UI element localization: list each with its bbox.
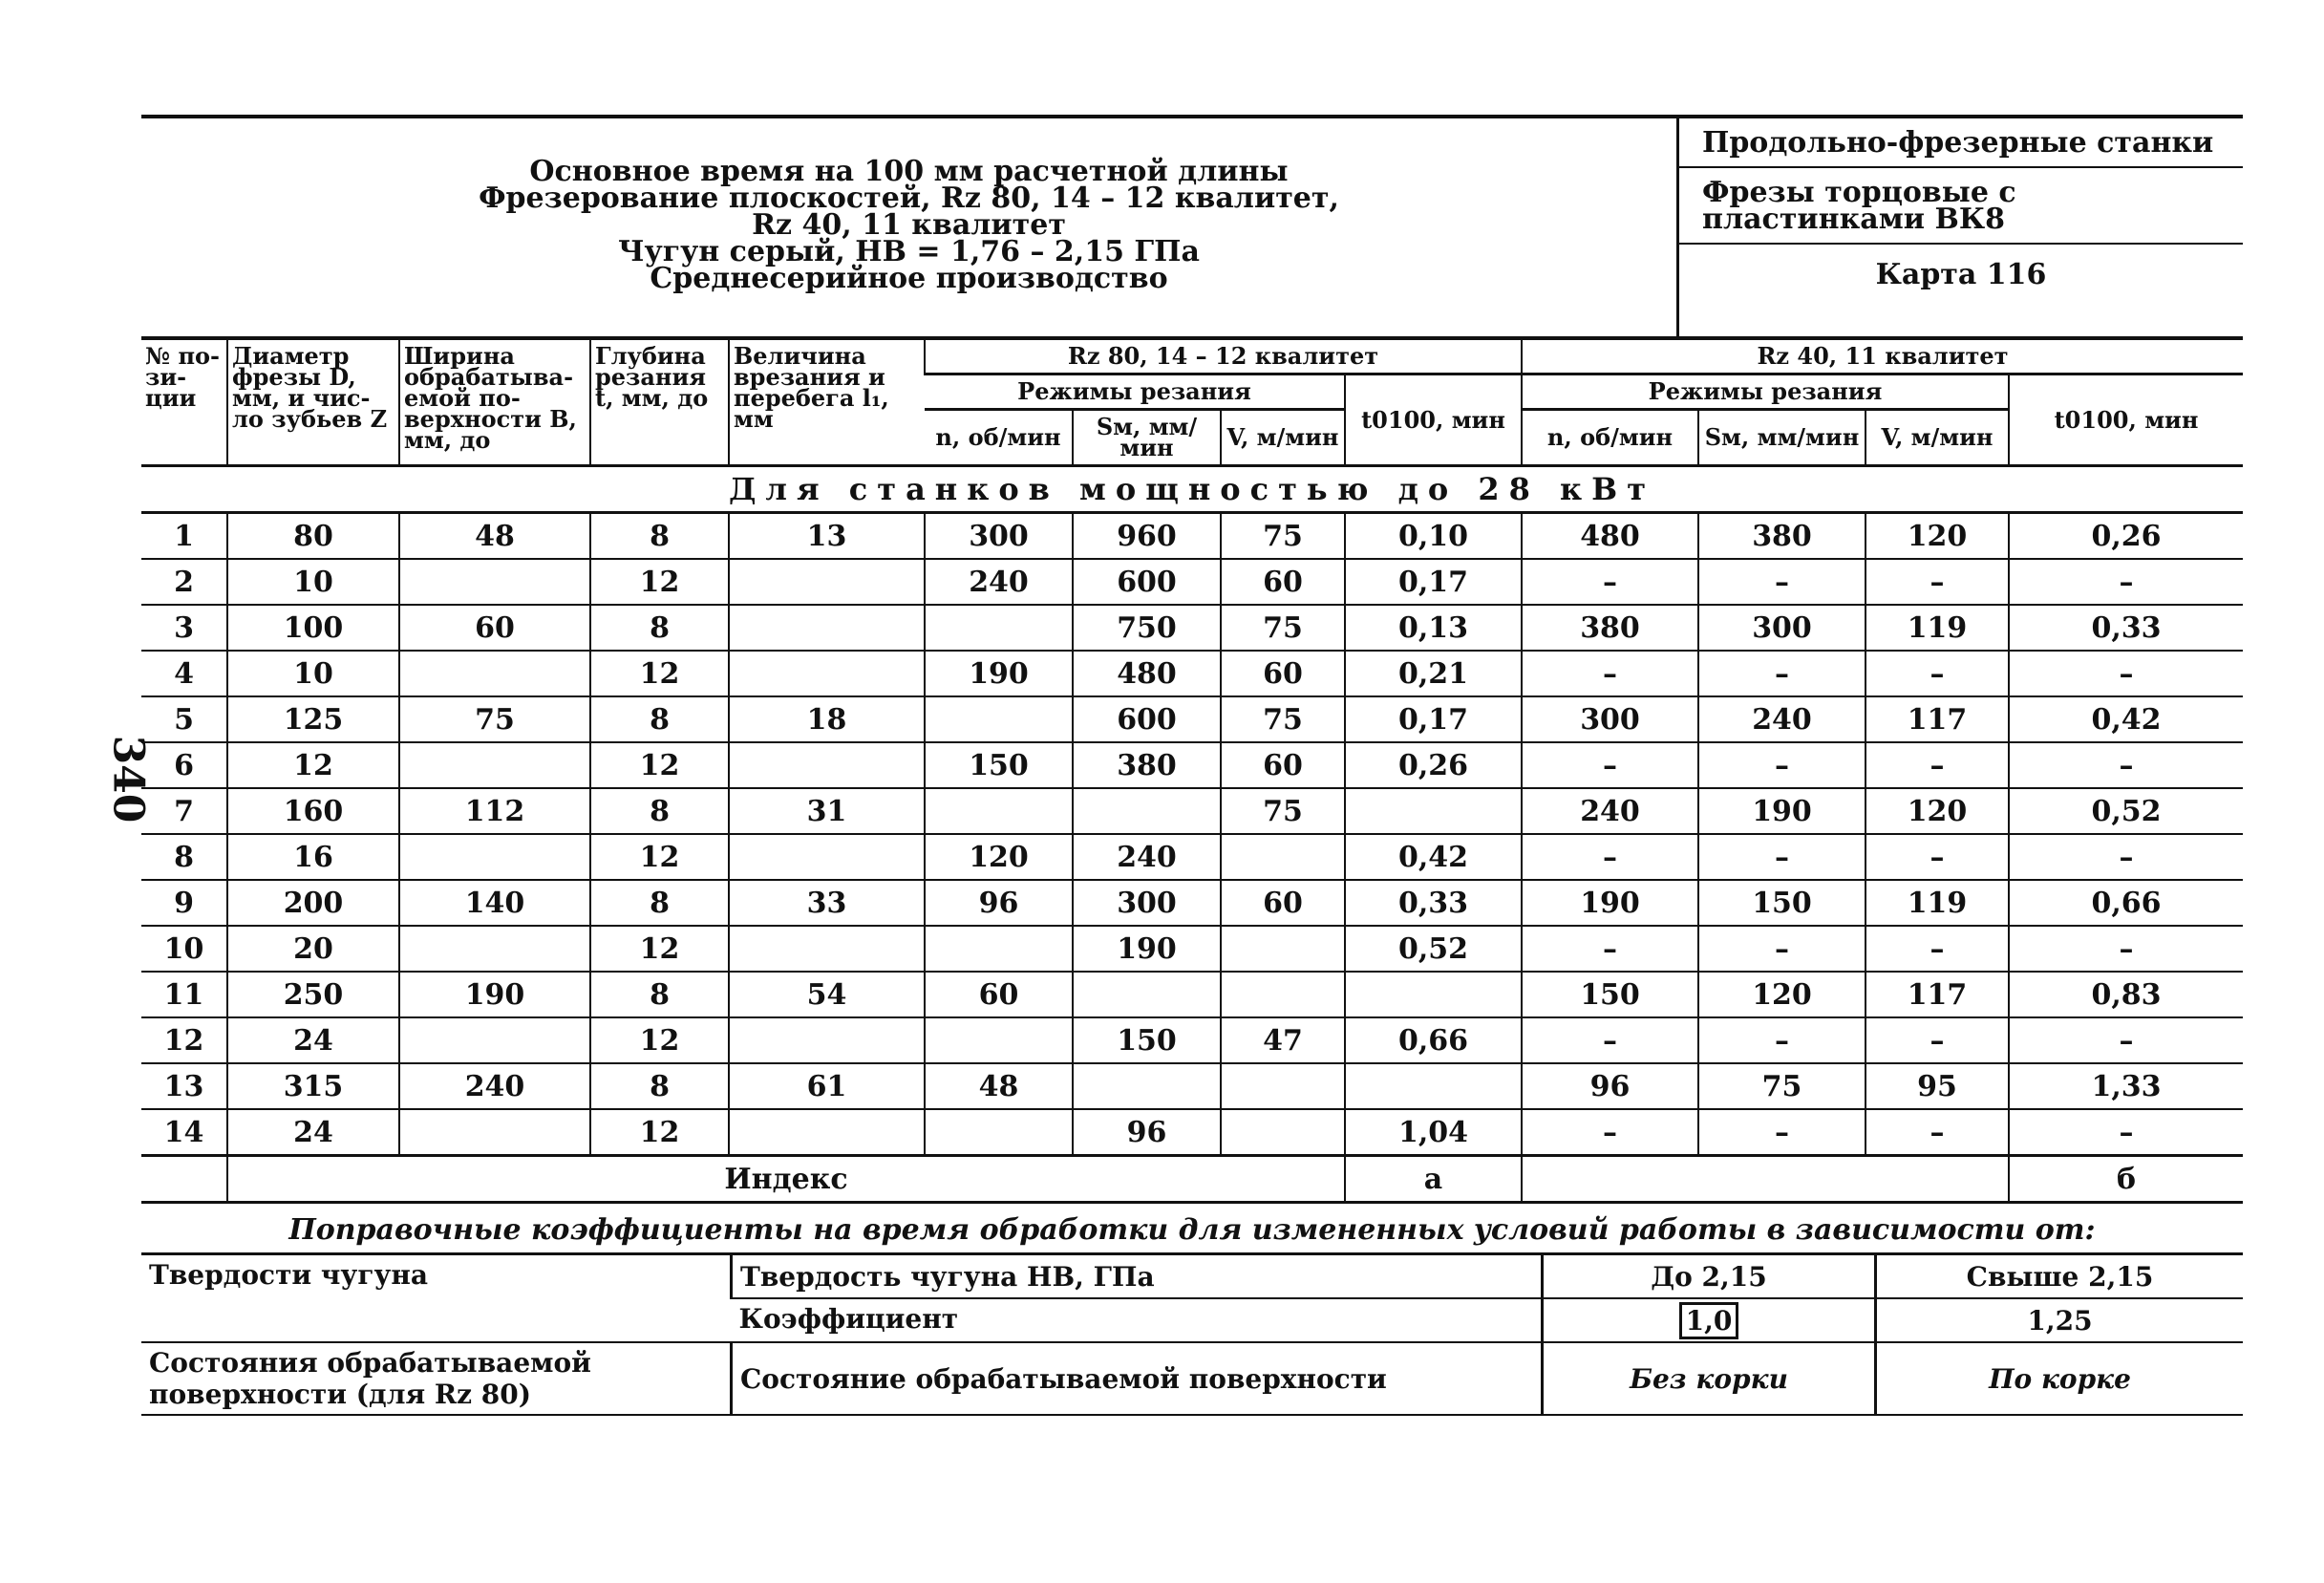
cell-diameter: 200 [227, 880, 399, 926]
cell-depth: 8 [590, 972, 729, 1017]
cell-s-rz40: 240 [1698, 696, 1866, 742]
tool-type: Фрезы торцовые с пластинками ВК8 [1679, 168, 2243, 245]
cell-s-rz80: 190 [1073, 926, 1221, 972]
cell-overrun [729, 605, 925, 651]
cell-pos: 5 [141, 696, 227, 742]
cell-v-rz40: – [1866, 742, 2009, 788]
cell-t100-rz80: 0,52 [1345, 926, 1522, 972]
cell-t100-rz80 [1345, 788, 1522, 834]
cell-v-rz80 [1221, 1063, 1345, 1109]
cell-v-rz80 [1221, 926, 1345, 972]
cell-pos: 13 [141, 1063, 227, 1109]
cell-n-rz40: 150 [1522, 972, 1698, 1017]
cell-v-rz80: 60 [1221, 880, 1345, 926]
index-a: а [1345, 1156, 1522, 1203]
cell-n-rz40: – [1522, 926, 1698, 972]
cell-s-rz40: – [1698, 926, 1866, 972]
col-overrun: Величина врезания и перебега l₁, мм [729, 340, 925, 466]
cell-s-rz80 [1073, 972, 1221, 1017]
machine-type: Продольно-фрезерные станки [1679, 118, 2243, 168]
cell-v-rz80: 75 [1221, 696, 1345, 742]
cell-v-rz40: – [1866, 1109, 2009, 1156]
cell-width: 140 [399, 880, 590, 926]
index-label: Индекс [227, 1156, 1345, 1203]
cell-n-rz40: 190 [1522, 880, 1698, 926]
cell-t100-rz80: 0,10 [1345, 513, 1522, 560]
cell-depth: 8 [590, 880, 729, 926]
cell-n-rz80 [925, 696, 1073, 742]
coef-value-2: 1,25 [1876, 1298, 2244, 1342]
cell-s-rz80: 750 [1073, 605, 1221, 651]
cell-v-rz80: 60 [1221, 651, 1345, 696]
cell-depth: 8 [590, 696, 729, 742]
cell-overrun [729, 1017, 925, 1063]
cell-diameter: 160 [227, 788, 399, 834]
cell-width [399, 834, 590, 880]
cell-overrun [729, 1109, 925, 1156]
cell-width: 60 [399, 605, 590, 651]
col-s-rz80: Sм, мм/мин [1073, 410, 1221, 466]
cell-t100-rz40: 0,42 [2009, 696, 2243, 742]
cell-v-rz40: 117 [1866, 696, 2009, 742]
cell-overrun: 61 [729, 1063, 925, 1109]
cell-s-rz80 [1073, 788, 1221, 834]
cell-pos: 12 [141, 1017, 227, 1063]
cell-n-rz40: 380 [1522, 605, 1698, 651]
cell-t100-rz80: 0,26 [1345, 742, 1522, 788]
cell-diameter: 125 [227, 696, 399, 742]
cell-s-rz80: 600 [1073, 696, 1221, 742]
cell-s-rz80: 150 [1073, 1017, 1221, 1063]
cell-pos: 4 [141, 651, 227, 696]
cell-v-rz80: 75 [1221, 788, 1345, 834]
cell-diameter: 24 [227, 1109, 399, 1156]
title-line-4: Чугун серый, HB = 1,76 – 2,15 ГПа [618, 235, 1200, 268]
cell-s-rz40: 120 [1698, 972, 1866, 1017]
power-banner: Для станков мощностью до 28 кВт [141, 466, 2243, 513]
cell-diameter: 80 [227, 513, 399, 560]
cell-pos: 7 [141, 788, 227, 834]
cell-n-rz40: – [1522, 651, 1698, 696]
cell-depth: 12 [590, 559, 729, 605]
cell-v-rz40: 95 [1866, 1063, 2009, 1109]
cell-s-rz80: 960 [1073, 513, 1221, 560]
col-width: Ширина обрабатыва- емой по- верхности B, мм, до [399, 340, 590, 466]
cell-n-rz40: 96 [1522, 1063, 1698, 1109]
surface-label: Состояния обрабатываемой поверхности (для Rz 80) [141, 1342, 732, 1415]
hardness-label: Твердости чугуна [141, 1255, 732, 1342]
col-t100-rz80: t0100, мин [1345, 374, 1522, 466]
cell-t100-rz40: 0,26 [2009, 513, 2243, 560]
cell-s-rz80: 380 [1073, 742, 1221, 788]
cell-s-rz40: – [1698, 559, 1866, 605]
cell-diameter: 100 [227, 605, 399, 651]
cell-v-rz80: 75 [1221, 513, 1345, 560]
time-table [141, 340, 2243, 1204]
title-line-1: Основное время на 100 мм расчетной длины [529, 155, 1289, 188]
cell-s-rz40: – [1698, 651, 1866, 696]
cell-t100-rz40: – [2009, 926, 2243, 972]
modes-rz40: Режимы резания [1522, 374, 2009, 410]
cell-overrun [729, 651, 925, 696]
cell-pos: 1 [141, 513, 227, 560]
cell-n-rz40: – [1522, 1017, 1698, 1063]
cell-n-rz40: 300 [1522, 696, 1698, 742]
cell-s-rz40: 190 [1698, 788, 1866, 834]
cell-depth: 12 [590, 651, 729, 696]
document [141, 115, 2243, 1416]
cell-n-rz80: 120 [925, 834, 1073, 880]
cell-diameter: 10 [227, 559, 399, 605]
cell-width [399, 1017, 590, 1063]
cell-depth: 12 [590, 1109, 729, 1156]
table-row [141, 696, 2243, 742]
cell-diameter: 20 [227, 926, 399, 972]
cell-t100-rz40: 0,83 [2009, 972, 2243, 1017]
table-row [141, 742, 2243, 788]
cell-v-rz80 [1221, 972, 1345, 1017]
table-row [141, 788, 2243, 834]
cell-n-rz40: 240 [1522, 788, 1698, 834]
cell-n-rz80 [925, 788, 1073, 834]
cell-v-rz40: – [1866, 651, 2009, 696]
cell-n-rz40: – [1522, 834, 1698, 880]
cell-v-rz80 [1221, 1109, 1345, 1156]
cell-n-rz80: 300 [925, 513, 1073, 560]
cell-s-rz80: 240 [1073, 834, 1221, 880]
cell-v-rz40: – [1866, 926, 2009, 972]
card-meta [1676, 118, 2243, 336]
col-s-rz40: Sм, мм/мин [1698, 410, 1866, 466]
cell-pos: 11 [141, 972, 227, 1017]
table-row [141, 834, 2243, 880]
index-pos-cell [141, 1156, 227, 1203]
cell-overrun [729, 559, 925, 605]
index-empty [1522, 1156, 2009, 1203]
cell-s-rz80: 96 [1073, 1109, 1221, 1156]
card-number: Карта 116 [1875, 258, 2047, 291]
cell-width: 112 [399, 788, 590, 834]
cell-t100-rz40: – [2009, 834, 2243, 880]
col-pos: № по- зи- ции [141, 340, 227, 466]
cell-s-rz40: 300 [1698, 605, 1866, 651]
cell-v-rz40: 120 [1866, 788, 2009, 834]
cell-n-rz80: 150 [925, 742, 1073, 788]
cell-v-rz80: 60 [1221, 742, 1345, 788]
coef-label: Коэффициент [732, 1298, 1543, 1342]
cell-width [399, 926, 590, 972]
title-line-2: Фрезерование плоскостей, Rz 80, 14 – 12 квалитет, [479, 182, 1339, 215]
table-row [141, 651, 2243, 696]
cell-overrun: 18 [729, 696, 925, 742]
cell-pos: 8 [141, 834, 227, 880]
col-n-rz40: n, об/мин [1522, 410, 1698, 466]
card-header [141, 115, 2243, 340]
surface-param: Состояние обрабатываемой поверхности [732, 1342, 1543, 1415]
surface-value-2: По корке [1876, 1342, 2244, 1415]
corrections-table [141, 1255, 2243, 1416]
cell-t100-rz80 [1345, 1063, 1522, 1109]
cell-depth: 12 [590, 834, 729, 880]
cell-n-rz40: – [1522, 1109, 1698, 1156]
cell-t100-rz40: – [2009, 1109, 2243, 1156]
cell-n-rz80: 190 [925, 651, 1073, 696]
cell-t100-rz80: 0,66 [1345, 1017, 1522, 1063]
cell-n-rz80: 96 [925, 880, 1073, 926]
cell-t100-rz80: 0,42 [1345, 834, 1522, 880]
table-row [141, 1109, 2243, 1156]
table-row [141, 926, 2243, 972]
cell-s-rz40: 380 [1698, 513, 1866, 560]
cell-s-rz40: 75 [1698, 1063, 1866, 1109]
cell-t100-rz40: 0,52 [2009, 788, 2243, 834]
cell-t100-rz40: 0,66 [2009, 880, 2243, 926]
surface-value-1: Без корки [1543, 1342, 1876, 1415]
cell-overrun [729, 926, 925, 972]
cell-s-rz80: 600 [1073, 559, 1221, 605]
cell-diameter: 315 [227, 1063, 399, 1109]
cell-n-rz80 [925, 926, 1073, 972]
cell-s-rz40: – [1698, 1109, 1866, 1156]
cell-s-rz80 [1073, 1063, 1221, 1109]
cell-diameter: 10 [227, 651, 399, 696]
cell-t100-rz40: – [2009, 1017, 2243, 1063]
cell-pos: 9 [141, 880, 227, 926]
cell-depth: 12 [590, 742, 729, 788]
cell-pos: 10 [141, 926, 227, 972]
cell-t100-rz80: 0,13 [1345, 605, 1522, 651]
cell-depth: 8 [590, 605, 729, 651]
page-number: 340 [103, 735, 153, 824]
cell-width [399, 651, 590, 696]
cell-width: 75 [399, 696, 590, 742]
cell-n-rz80: 48 [925, 1063, 1073, 1109]
cell-v-rz80 [1221, 834, 1345, 880]
modes-rz80: Режимы резания [925, 374, 1345, 410]
table-row [141, 513, 2243, 560]
cell-pos: 2 [141, 559, 227, 605]
cell-width: 190 [399, 972, 590, 1017]
cell-v-rz40: – [1866, 1017, 2009, 1063]
cell-diameter: 16 [227, 834, 399, 880]
cell-t100-rz80: 0,21 [1345, 651, 1522, 696]
cell-overrun: 54 [729, 972, 925, 1017]
col-depth: Глубина резания t, мм, до [590, 340, 729, 466]
col-diameter: Диаметр фрезы D, мм, и чис- ло зубьев Z [227, 340, 399, 466]
cell-pos: 6 [141, 742, 227, 788]
cell-s-rz80: 300 [1073, 880, 1221, 926]
cell-t100-rz40: – [2009, 742, 2243, 788]
cell-width: 48 [399, 513, 590, 560]
cell-n-rz80 [925, 605, 1073, 651]
cell-width [399, 742, 590, 788]
group-rz80: Rz 80, 14 – 12 квалитет [925, 340, 1522, 374]
cell-diameter: 250 [227, 972, 399, 1017]
col-v-rz80: V, м/мин [1221, 410, 1345, 466]
cell-v-rz40: 119 [1866, 880, 2009, 926]
cell-width [399, 1109, 590, 1156]
cell-s-rz40: 150 [1698, 880, 1866, 926]
coef-value-1-cell [1543, 1298, 1876, 1342]
hardness-param: Твердость чугуна HB, ГПа [732, 1255, 1543, 1298]
cell-overrun: 31 [729, 788, 925, 834]
cell-n-rz80: 60 [925, 972, 1073, 1017]
cell-t100-rz40: 1,33 [2009, 1063, 2243, 1109]
cell-n-rz80 [925, 1017, 1073, 1063]
cell-depth: 12 [590, 926, 729, 972]
table-row [141, 972, 2243, 1017]
cell-n-rz80: 240 [925, 559, 1073, 605]
table-row [141, 880, 2243, 926]
index-b: б [2009, 1156, 2243, 1203]
cell-width: 240 [399, 1063, 590, 1109]
title-line-5: Среднесерийное производство [650, 262, 1168, 295]
cell-diameter: 12 [227, 742, 399, 788]
cell-depth: 8 [590, 513, 729, 560]
cell-n-rz40: – [1522, 742, 1698, 788]
cell-t100-rz40: 0,33 [2009, 605, 2243, 651]
col-n-rz80: n, об/мин [925, 410, 1073, 466]
cell-overrun [729, 834, 925, 880]
hardness-value-1: До 2,15 [1543, 1255, 1876, 1298]
cell-width [399, 559, 590, 605]
col-v-rz40: V, м/мин [1866, 410, 2009, 466]
cell-t100-rz80 [1345, 972, 1522, 1017]
cell-t100-rz80: 0,17 [1345, 696, 1522, 742]
cell-depth: 12 [590, 1017, 729, 1063]
cell-s-rz80: 480 [1073, 651, 1221, 696]
corrections-title: Поправочные коэффициенты на время обработки для измененных условий работы в зависимости от: [141, 1204, 2243, 1255]
cell-v-rz40: – [1866, 559, 2009, 605]
cell-t100-rz40: – [2009, 651, 2243, 696]
cell-v-rz40: 120 [1866, 513, 2009, 560]
card-title [141, 118, 1676, 336]
cell-s-rz40: – [1698, 742, 1866, 788]
cell-s-rz40: – [1698, 1017, 1866, 1063]
cell-v-rz80: 47 [1221, 1017, 1345, 1063]
cell-v-rz80: 75 [1221, 605, 1345, 651]
cell-overrun: 13 [729, 513, 925, 560]
table-row [141, 1017, 2243, 1063]
cell-s-rz40: – [1698, 834, 1866, 880]
cell-t100-rz80: 0,17 [1345, 559, 1522, 605]
cell-depth: 8 [590, 1063, 729, 1109]
cell-t100-rz40: – [2009, 559, 2243, 605]
cell-pos: 3 [141, 605, 227, 651]
group-rz40: Rz 40, 11 квалитет [1522, 340, 2243, 374]
cell-n-rz40: – [1522, 559, 1698, 605]
cell-pos: 14 [141, 1109, 227, 1156]
cell-depth: 8 [590, 788, 729, 834]
table-row [141, 1063, 2243, 1109]
cell-v-rz40: 119 [1866, 605, 2009, 651]
cell-overrun [729, 742, 925, 788]
table-row [141, 559, 2243, 605]
hardness-value-2: Свыше 2,15 [1876, 1255, 2244, 1298]
cell-overrun: 33 [729, 880, 925, 926]
cell-n-rz80 [925, 1109, 1073, 1156]
cell-v-rz80: 60 [1221, 559, 1345, 605]
col-t100-rz40: t0100, мин [2009, 374, 2243, 466]
cell-t100-rz80: 0,33 [1345, 880, 1522, 926]
cell-n-rz40: 480 [1522, 513, 1698, 560]
cell-v-rz40: 117 [1866, 972, 2009, 1017]
title-line-3: Rz 40, 11 квалитет [752, 208, 1066, 242]
coef-value-1: 1,0 [1679, 1302, 1739, 1339]
table-row [141, 605, 2243, 651]
cell-t100-rz80: 1,04 [1345, 1109, 1522, 1156]
cell-diameter: 24 [227, 1017, 399, 1063]
cell-v-rz40: – [1866, 834, 2009, 880]
